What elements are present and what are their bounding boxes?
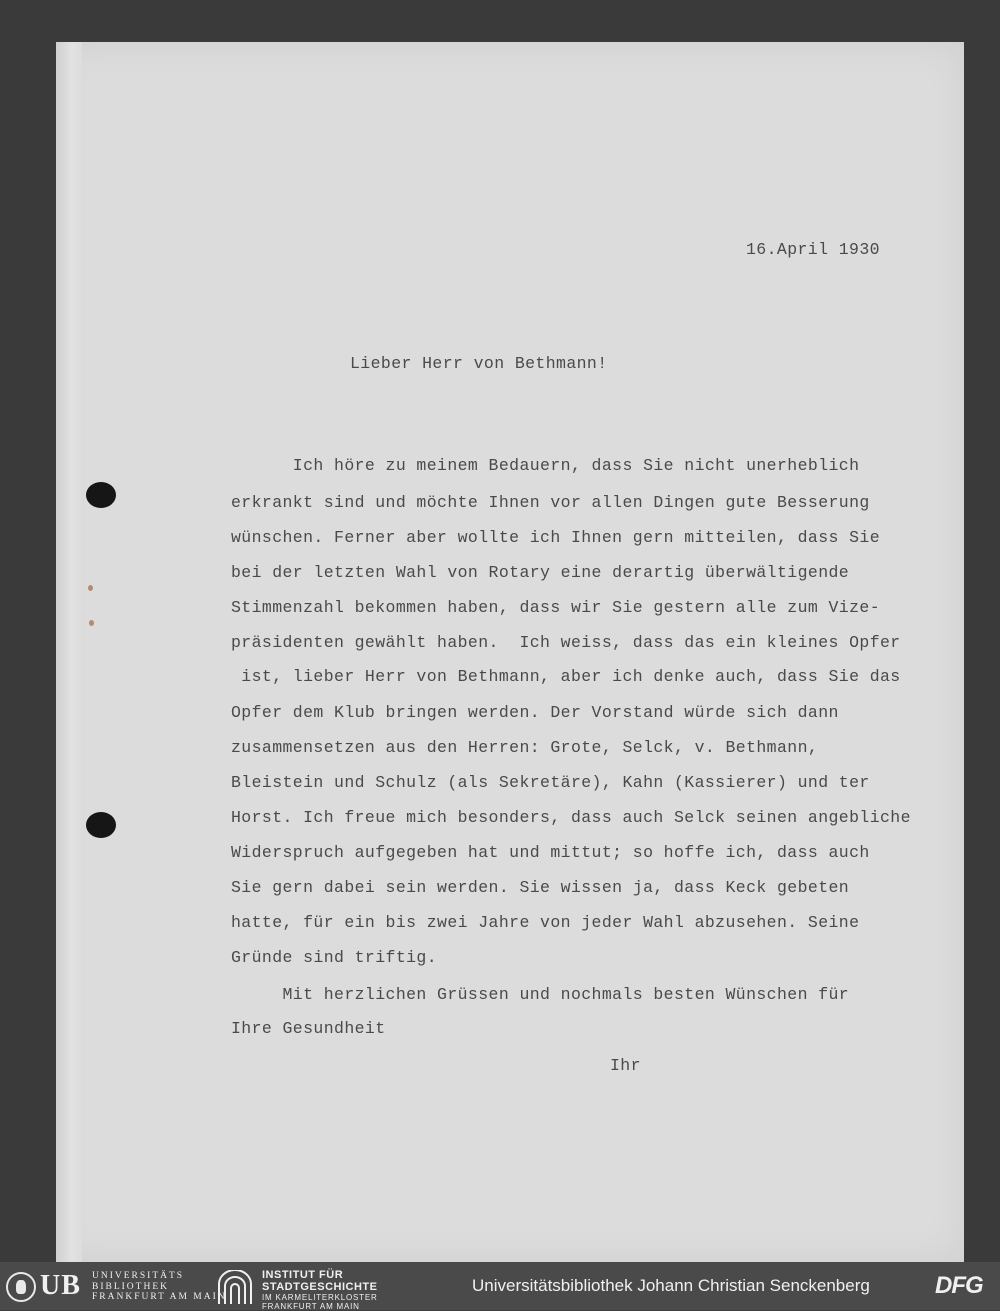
rust-spot xyxy=(89,620,94,626)
body-line: erkrankt sind und möchte Ihnen vor allen Dingen gute Besserung xyxy=(231,493,870,512)
isg-logo-line: IM KARMELITERKLOSTER xyxy=(262,1293,378,1302)
body-line: Mit herzlichen Grüssen und nochmals besten Wünschen für xyxy=(231,985,850,1004)
body-line: wünschen. Ferner aber wollte ich Ihnen gern mitteilen, dass Sie xyxy=(231,528,881,547)
body-line: Ich höre zu meinem Bedauern, dass Sie nicht unerheblich xyxy=(231,456,860,475)
ub-logo-line: UNIVERSITÄTS xyxy=(92,1271,185,1281)
body-line: Stimmenzahl bekommen haben, dass wir Sie gestern alle zum Vize- xyxy=(231,598,881,617)
body-line: ist, lieber Herr von Bethmann, aber ich denke auch, dass Sie das xyxy=(231,667,901,686)
body-line: Widerspruch aufgegeben hat und mittut; so hoffe ich, dass auch xyxy=(231,843,870,862)
ub-logo-letters: UB xyxy=(40,1270,81,1301)
isg-arch-icon xyxy=(215,1270,255,1304)
letter-salutation: Lieber Herr von Bethmann! xyxy=(350,354,608,373)
isg-logo-line: FRANKFURT AM MAIN xyxy=(262,1302,360,1311)
footer-caption: Universitätsbibliothek Johann Christian Senckenberg xyxy=(472,1276,870,1295)
body-line: zusammensetzen aus den Herren: Grote, Selck, v. Bethmann, xyxy=(231,738,819,757)
isg-logo-line: INSTITUT FÜR xyxy=(262,1269,344,1281)
isg-logo-line: STADTGESCHICHTE xyxy=(262,1281,378,1293)
dfg-logo: DFG xyxy=(935,1272,983,1299)
letter-date: 16.April 1930 xyxy=(746,240,880,259)
letter-sheet xyxy=(56,42,964,1262)
ub-logo-text xyxy=(92,1271,227,1303)
body-line: Horst. Ich freue mich besonders, dass auch Selck seinen angebliche xyxy=(231,808,911,827)
body-line: bei der letzten Wahl von Rotary eine derartig überwältigende xyxy=(231,563,850,582)
punch-hole-lower xyxy=(86,812,116,838)
footer-bar xyxy=(0,1262,1000,1310)
ub-logo-line: BIBLIOTHEK xyxy=(92,1281,169,1292)
body-line: Bleistein und Schulz (als Sekretäre), Kahn (Kassierer) und ter xyxy=(231,773,870,792)
letter-closing: Ihr xyxy=(610,1056,641,1075)
body-line: Sie gern dabei sein werden. Sie wissen ja, dass Keck gebeten xyxy=(231,878,850,897)
rust-spot xyxy=(88,585,93,591)
isg-logo-text xyxy=(262,1269,378,1311)
ub-seal-icon xyxy=(6,1272,36,1302)
body-line: hatte, für ein bis zwei Jahre von jeder Wahl abzusehen. Seine xyxy=(231,913,860,932)
body-line: Ihre Gesundheit xyxy=(231,1019,386,1038)
paper-edge-shadow xyxy=(56,42,82,1262)
ub-logo-line: FRANKFURT AM MAIN xyxy=(92,1292,227,1302)
body-line: Gründe sind triftig. xyxy=(231,948,438,967)
punch-hole-upper xyxy=(86,482,116,508)
body-line: präsidenten gewählt haben. Ich weiss, dass das ein kleines Opfer xyxy=(231,633,901,652)
body-line: Opfer dem Klub bringen werden. Der Vorstand würde sich dann xyxy=(231,703,839,722)
